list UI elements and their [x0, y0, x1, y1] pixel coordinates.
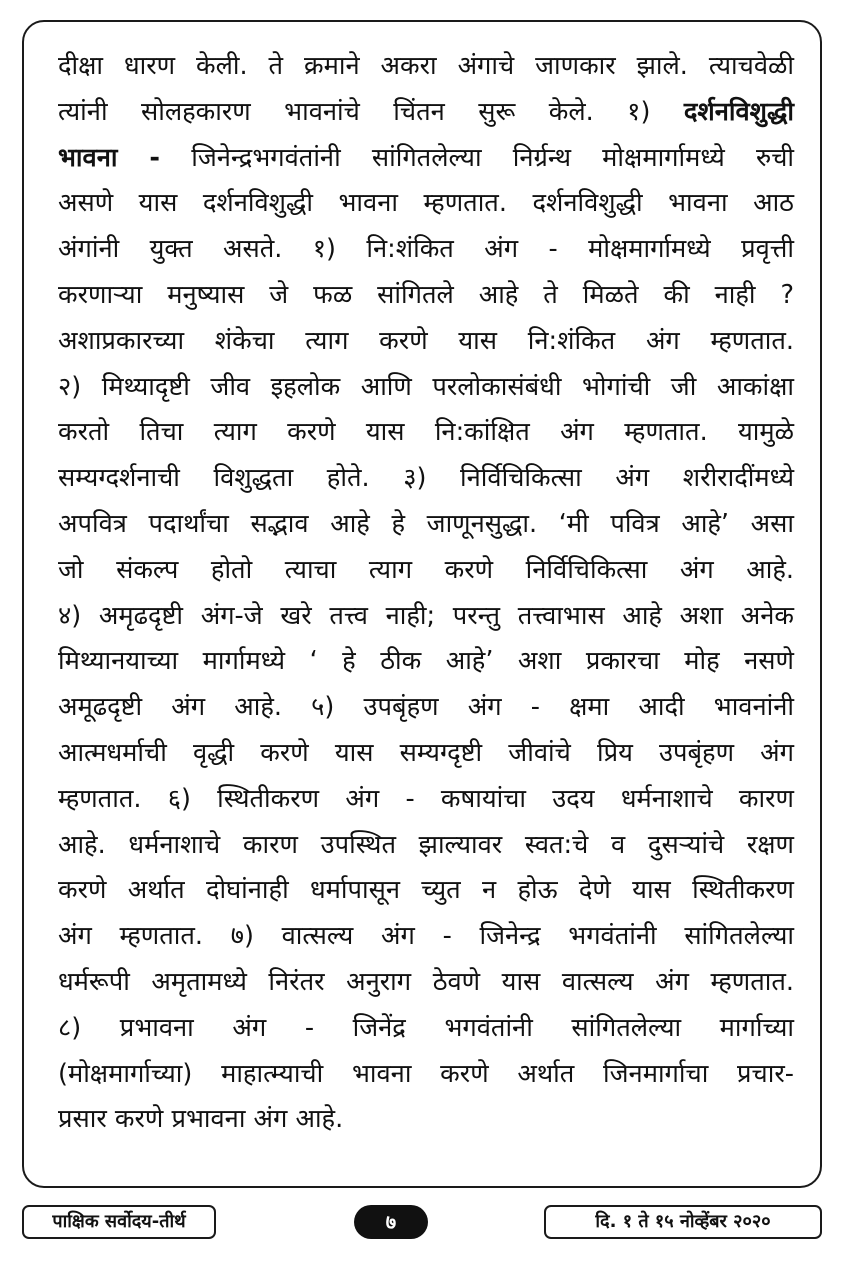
publication-name: पाक्षिक सर्वोदय-तीर्थ	[52, 1211, 186, 1232]
body-text	[58, 44, 794, 1143]
text-line: ८) प्रभावना अंग - जिनेंद्र भगवंतांनी सांगितलेल्या मार्गाच्या	[58, 1012, 794, 1043]
issue-date-box	[544, 1205, 822, 1239]
text-line: दीक्षा धारण केली. ते क्रमाने अकरा अंगाचे जाणकार झाले. त्याचवेळी	[58, 51, 794, 81]
text-line: अमूढदृष्टी अंग आहे. ५) उपबृंहण अंग - क्षमा आदी भावनांनी	[58, 692, 794, 723]
text-line: त्यांनी सोलहकारण भावनांचे चिंतन सुरू केले. १) दर्शनविशुद्धी	[58, 96, 794, 127]
text-line: २) मिथ्यादृष्टी जीव इहलोक आणि परलोकासंबंधी भोगांची जी आकांक्षा	[58, 371, 794, 402]
text-line: भावना - जिनेन्द्रभगवंतांनी सांगितलेल्या निर्ग्रन्थ मोक्षमार्गामध्ये रुची	[58, 142, 795, 173]
text-line: आहे. धर्मनाशाचे कारण उपस्थित झाल्यावर स्वत:चे व दुसऱ्यांचे रक्षण	[58, 829, 794, 860]
text-line: धर्मरूपी अमृतामध्ये निरंतर अनुराग ठेवणे यास वात्सल्य अंग म्हणतात.	[58, 966, 794, 997]
text-line: (मोक्षमार्गाच्या) माहात्म्याची भावना करणे अर्थात जिनमार्गाचा प्रचार-	[58, 1058, 794, 1089]
text-line: सम्यग्दर्शनाची विशुद्धता होते. ३) निर्विचिकित्सा अंग शरीरादींमध्ये	[58, 463, 794, 494]
page-number: ७	[385, 1210, 397, 1234]
text-line: आत्मधर्माची वृद्धी करणे यास सम्यग्दृष्टी जीवांचे प्रिय उपबृंहण अंग	[58, 737, 794, 768]
publication-name-box	[22, 1205, 216, 1239]
issue-date: दि. १ ते १५ नोव्हेंबर २०२०	[595, 1211, 771, 1232]
page-number-badge	[354, 1205, 428, 1239]
text-line: प्रसार करणे प्रभावना अंग आहे.	[58, 1104, 344, 1135]
text-line: मिथ्यानयाच्या मार्गामध्ये ‘ हे ठीक आहे’ अशा प्रकारचा मोह नसणे	[58, 646, 794, 677]
text-line: असणे यास दर्शनविशुद्धी भावना म्हणतात. दर्शनविशुद्धी भावना आठ	[58, 188, 794, 219]
text-line: जो संकल्प होतो त्याचा त्याग करणे निर्विचिकित्सा अंग आहे.	[58, 554, 794, 585]
text-line: अपवित्र पदार्थांचा सद्भाव आहे हे जाणूनसुद्धा. ‘मी पवित्र आहे’ असा	[58, 508, 794, 539]
text-line: करतो तिचा त्याग करणे यास नि:कांक्षित अंग म्हणतात. यामुळे	[58, 417, 794, 448]
text-line: अंग म्हणतात. ७) वात्सल्य अंग - जिनेन्द्र भगवंतांनी सांगितलेल्या	[58, 921, 794, 952]
text-line: करणे अर्थात दोघांनाही धर्मापासून च्युत न होऊ देणे यास स्थितीकरण	[58, 875, 794, 906]
text-line: ४) अमृढदृष्टी अंग-जे खरे तत्त्व नाही; परन्तु तत्त्वाभास आहे अशा अनेक	[58, 600, 794, 631]
text-line: अंगांनी युक्त असते. १) नि:शंकित अंग - मोक्षमार्गामध्ये प्रवृत्ती	[58, 234, 794, 265]
text-line: करणाऱ्या मनुष्यास जे फळ सांगितले आहे ते मिळते की नाही ?	[58, 279, 794, 310]
text-line: अशाप्रकारच्या शंकेचा त्याग करणे यास नि:शंकित अंग म्हणतात.	[58, 325, 794, 356]
text-line: म्हणतात. ६) स्थितीकरण अंग - कषायांचा उदय धर्मनाशाचे कारण	[58, 783, 794, 814]
